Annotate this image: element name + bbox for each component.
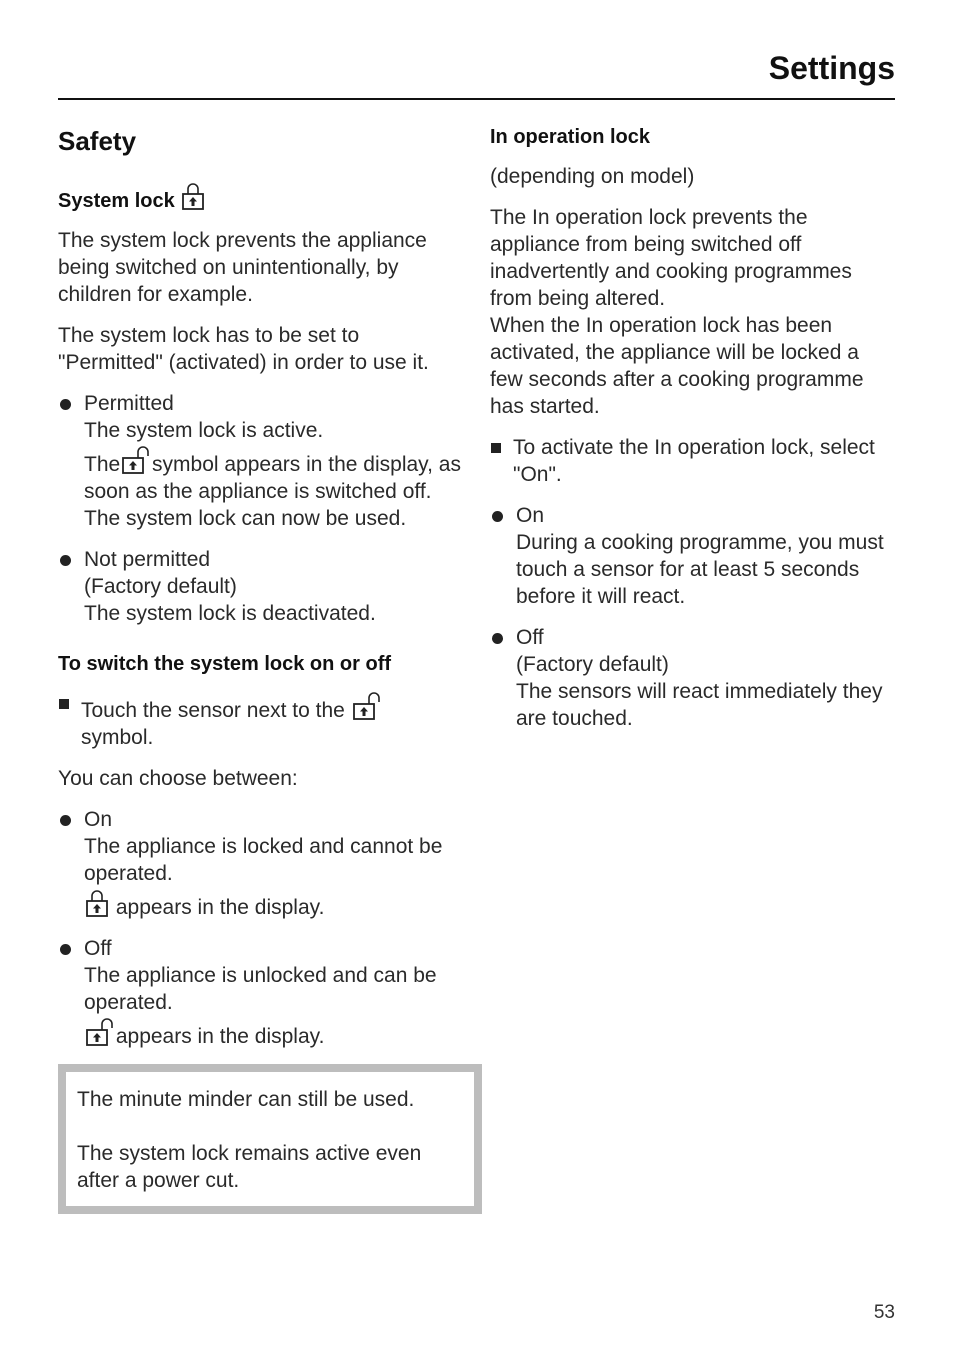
- option-not-permitted: [58, 546, 468, 627]
- option-off: [58, 935, 468, 1050]
- step-text: To activate the In operation lock, select "On".: [513, 436, 875, 486]
- bullet-dot: [492, 511, 503, 522]
- option-label: On: [84, 808, 113, 831]
- note-box: [58, 1064, 482, 1214]
- option-text: (Factory default): [84, 575, 237, 598]
- note-text: The system lock remains active even after a power cut.: [77, 1142, 422, 1192]
- left-column: [58, 124, 468, 1214]
- bullet-dot: [492, 633, 503, 644]
- option-text: During a cooking programme, you must touch a sensor for at least 5 seconds before it will react.: [516, 531, 884, 608]
- page-number: 53: [873, 1302, 895, 1323]
- option-label: Not permitted: [84, 548, 211, 571]
- switch-heading: To switch the system lock on or off: [58, 653, 392, 675]
- closed-lock-icon: [180, 180, 206, 210]
- system-lock-requirement: The system lock has to be set to "Permitted" (activated) in order to use it.: [58, 324, 429, 374]
- option-text: The appliance is locked and cannot be operated.: [84, 835, 443, 885]
- operation-lock-para: The In operation lock prevents the appliance from being switched off inadvertently and cooking programmes from being altered.: [490, 206, 852, 310]
- open-lock-icon: [84, 1016, 110, 1046]
- option-text: The sensors will react immediately they are touched.: [516, 680, 883, 730]
- page-title: Settings: [768, 50, 895, 86]
- bullet-dot: [60, 815, 71, 826]
- option-on: [490, 502, 895, 610]
- option-text: (Factory default): [516, 653, 669, 676]
- option-text-suffix: symbol appears in the display, as soon as the appliance is switched off. The system lock can now be used.: [84, 453, 461, 530]
- step-text-suffix: symbol.: [81, 726, 154, 749]
- option-text-prefix: The: [84, 453, 121, 476]
- activate-step: [490, 434, 895, 488]
- option-text: The system lock is deactivated.: [84, 602, 376, 625]
- option-label: On: [516, 504, 545, 527]
- option-text: The system lock is active.: [84, 419, 324, 442]
- operation-lock-description: [490, 204, 895, 420]
- option-text: The appliance is unlocked and can be operated.: [84, 964, 437, 1014]
- option-label: Off: [84, 937, 112, 960]
- option-text: appears in the display.: [110, 1025, 325, 1048]
- option-text: appears in the display.: [110, 896, 325, 919]
- right-column: [490, 124, 895, 746]
- closed-lock-icon: [84, 887, 110, 917]
- step-square: [491, 443, 501, 453]
- option-permitted: [58, 390, 468, 532]
- option-label: Permitted: [84, 392, 174, 415]
- section-title: Safety: [58, 126, 137, 156]
- note-gap: [77, 1113, 464, 1140]
- note-text: The minute minder can still be used.: [77, 1088, 415, 1111]
- system-lock-description: The system lock prevents the appliance being switched on unintentionally, by children for example.: [58, 229, 427, 306]
- system-lock-heading-text: System lock: [58, 190, 175, 212]
- bullet-dot: [60, 399, 71, 410]
- option-label: Off: [516, 626, 544, 649]
- model-note: (depending on model): [490, 165, 695, 188]
- choose-text: You can choose between:: [58, 767, 298, 790]
- option-on: [58, 806, 468, 921]
- step-square: [59, 699, 69, 709]
- touch-step: [58, 690, 468, 751]
- title-rule: [58, 98, 895, 100]
- bullet-dot: [60, 555, 71, 566]
- option-off: [490, 624, 895, 732]
- bullet-dot: [60, 944, 71, 955]
- open-lock-icon: [351, 690, 377, 720]
- system-lock-heading: [58, 180, 468, 215]
- step-text-prefix: Touch the sensor next to the: [81, 699, 345, 722]
- operation-lock-para: When the In operation lock has been activated, the appliance will be locked a few seconds after a cooking programme has started.: [490, 314, 864, 418]
- open-lock-icon: [120, 444, 146, 474]
- operation-lock-heading: In operation lock: [490, 126, 651, 148]
